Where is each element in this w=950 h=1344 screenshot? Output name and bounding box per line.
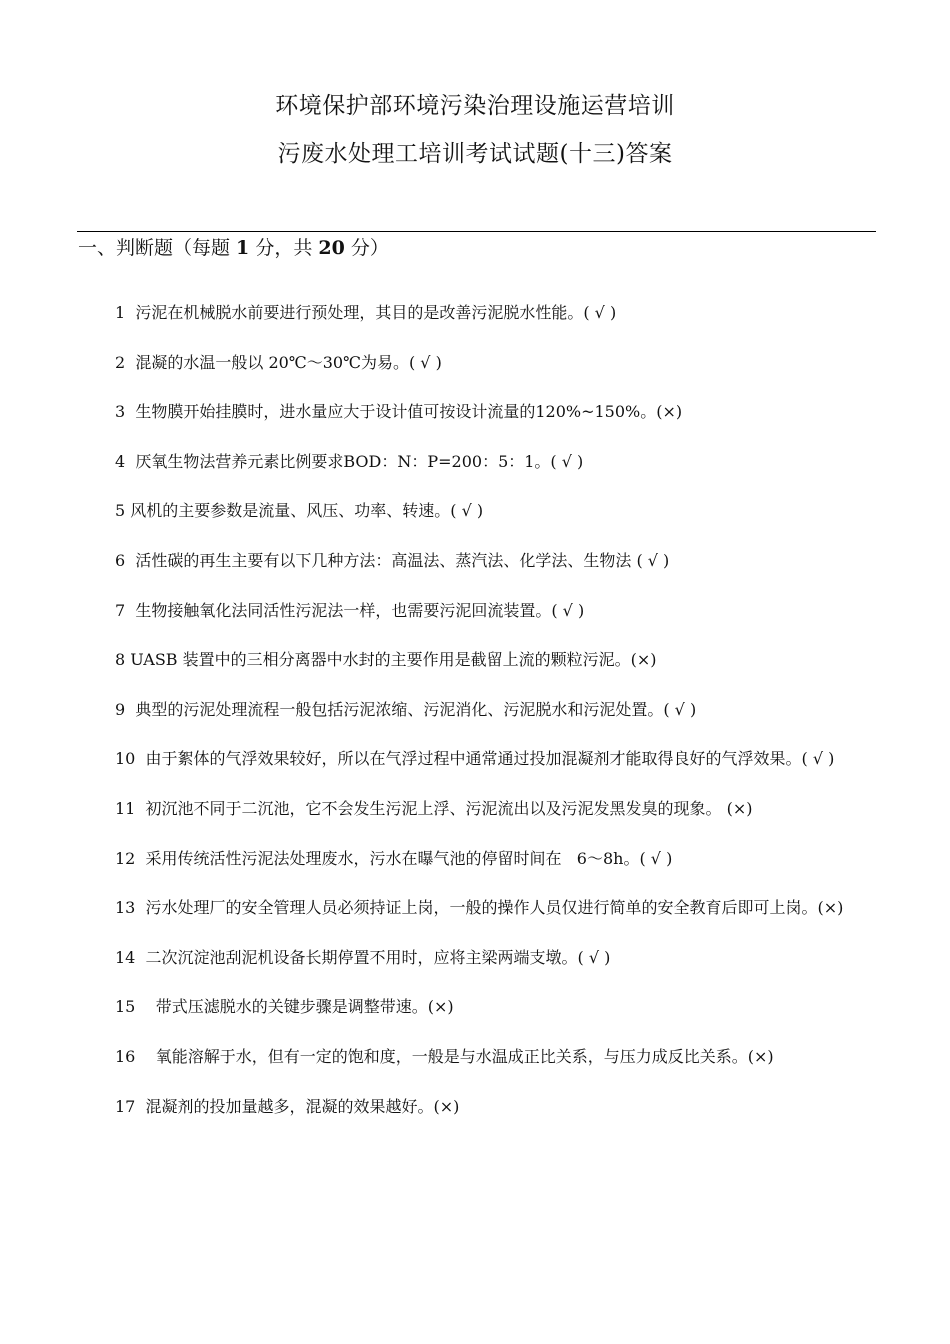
question-item-16: 16 氧能溶解于水，但有一定的饱和度，一般是与水温成正比关系，与压力成反比关系。(×)	[115, 1046, 774, 1066]
document-title-line2: 污废水处理工培训考试试题(十三)答案	[277, 141, 673, 167]
question-item-10: 10 由于絮体的气浮效果较好，所以在气浮过程中通常通过投加混凝剂才能取得良好的气浮效果。( √ )	[115, 749, 835, 769]
question-item-8: 8 UASB 装置中的三相分离器中水封的主要作用是截留上流的颗粒污泥。(×)	[115, 650, 657, 670]
question-item-6: 6 活性碳的再生主要有以下几种方法：高温法、蒸汽法、化学法、生物法 ( √ )	[115, 550, 670, 570]
section-heading	[78, 233, 389, 260]
question-item-11: 11 初沉池不同于二沉池，它不会发生污泥上浮、污泥流出以及污泥发黑发臭的现象。 (×)	[115, 798, 753, 818]
question-item-14: 14 二次沉淀池刮泥机设备长期停置不用时，应将主梁两端支墩。( √ )	[115, 947, 611, 967]
heading-prefix: 一、判断题（每题	[78, 237, 237, 259]
heading-points: 1	[236, 237, 250, 259]
question-item-5: 5 风机的主要参数是流量、风压、功率、转速。( √ )	[115, 501, 484, 521]
question-item-3: 3 生物膜开始挂膜时，进水量应大于设计值可按设计流量的120%~150%。(×)	[115, 402, 683, 422]
heading-middle: 分，共	[249, 237, 319, 259]
heading-total: 20	[318, 237, 345, 259]
horizontal-rule	[77, 231, 876, 232]
heading-suffix: 分）	[344, 237, 389, 259]
question-item-4: 4 厌氧生物法营养元素比例要求BOD：N：P=200：5：1。( √ )	[115, 451, 584, 471]
question-list	[78, 288, 876, 1131]
question-item-7: 7 生物接触氧化法同活性污泥法一样，也需要污泥回流装置。( √ )	[115, 600, 585, 620]
question-item-9: 9 典型的污泥处理流程一般包括污泥浓缩、污泥消化、污泥脱水和污泥处置。( √ )	[115, 699, 697, 719]
question-item-15: 15 带式压滤脱水的关键步骤是调整带速。(×)	[115, 997, 454, 1017]
question-item-17: 17 混凝剂的投加量越多，混凝的效果越好。(×)	[115, 1096, 460, 1116]
question-item-13: 13 污水处理厂的安全管理人员必须持证上岗，一般的操作人员仅进行简单的安全教育后即可上岗。(×)	[115, 898, 844, 918]
document-title-line1: 环境保护部环境污染治理设施运营培训	[275, 93, 675, 119]
question-item-1: 1 污泥在机械脱水前要进行预处理，其目的是改善污泥脱水性能。( √ )	[115, 303, 617, 322]
question-item-2: 2 混凝的水温一般以 20℃～30℃为易。( √ )	[115, 352, 442, 372]
question-item-12: 12 采用传统活性污泥法处理废水，污水在曝气池的停留时间在 6～8h。( √ )	[115, 848, 673, 868]
